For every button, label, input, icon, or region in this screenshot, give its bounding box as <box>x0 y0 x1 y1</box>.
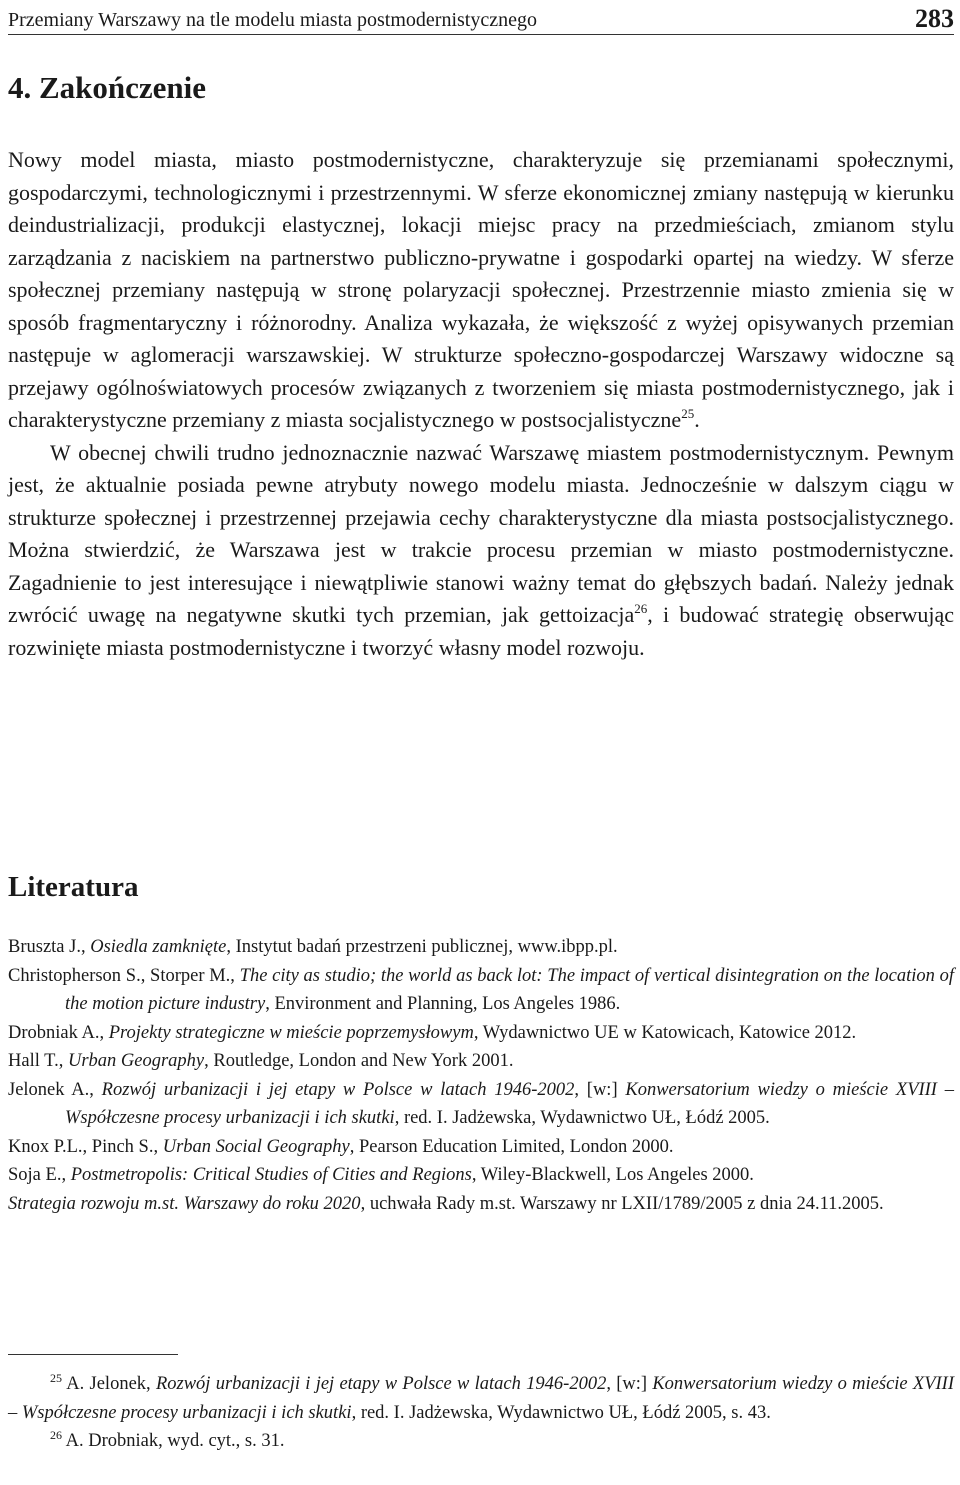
running-header <box>8 4 954 35</box>
footnote-25: $^{25}$ A. Jelonek, Rozwój urbanizacji i jej etapy w Polsce w latach 1946-2002, [w:] Konwersatorium wiedzy o mieście XVIII – Współczesne procesy urbanizacji i ich skutki, red. I. Jadżewska, Wydawnictwo UŁ, Łódź 2005, s. 43. <box>8 1371 954 1423</box>
paragraph-1-end: . <box>694 407 700 432</box>
footnote-divider <box>8 1354 178 1355</box>
section-body <box>8 144 954 664</box>
paragraph-2-end: , i budować strategię obserwując rozwinięte miasta postmodernistyczne i tworzyć własny model rozwoju. <box>8 602 954 660</box>
reference-item: Knox P.L., Pinch S., Urban Social Geography, Pearson Education Limited, London 2000. <box>8 1136 674 1157</box>
footnote-26: $^{26}$ A. Drobniak, wyd. cyt., s. 31. <box>50 1428 285 1451</box>
reference-item: Hall T., Urban Geography, Routledge, London and New York 2001. <box>8 1051 514 1071</box>
reference-item: Drobniak A., Projekty strategiczne w mieście poprzemysłowym, Wydawnictwo UE w Katowicach, Katowice 2012. <box>8 1022 857 1043</box>
reference-item: Jelonek A., Rozwój urbanizacji i jej etapy w Polsce w latach 1946-2002, [w:] Konwersatorium wiedzy o mieście XVIII – Współczesne procesy urbanizacji i ich skutki, red. I. Jadżewska, Wydawnictwo UŁ, Łódź 2005. <box>8 1079 954 1128</box>
footnote-ref-26[interactable]: 26 <box>634 601 648 616</box>
footnote-number: 26 <box>50 1428 62 1442</box>
paragraph-1-text: Nowy model miasta, miasto postmodernistyczne, charakteryzuje się przemianami społecznymi, gospodarczymi, technologicznymi i przestrzennymi. W sferze ekonomicznej zmiany następują w kierunku deindustrializacji, produkcji elastycznej, lokacji miejsc pracy na przedmieściach, zmianom stylu zarządzania z naciskiem na partnerstwo publiczno-prywatne i gospodarki opartej na wiedzy. W sferze społecznej przemiany następują w stronę polaryzacji społecznej. Przestrzennie miasto zmienia się w sposób fragmentaryczny i różnorodny. Analiza wykazała, że większość z wyżej opisywanych przemian następuje w aglomeracji warszawskiej. W strukturze społeczno-gospodarczej Warszawy widoczne są przejawy ogólnoświatowych procesów związanych z tworzeniem się miasta postmodernistycznego, jak i charakterystyczne przemiany z miasta socjalistycznego w postsocjalistyczne <box>8 147 954 432</box>
document-page <box>8 0 954 1485</box>
reference-item: Bruszta J., Osiedla zamknięte, Instytut badań przestrzeni publicznej, www.ibpp.pl. <box>8 937 618 957</box>
literature-title: Literatura <box>8 871 139 903</box>
reference-item: Soja E., Postmetropolis: Critical Studies of Cities and Regions, Wiley-Blackwell, Los Angeles 2000. <box>8 1165 754 1185</box>
paragraph-2-text: W obecnej chwili trudno jednoznacznie nazwać Warszawę miastem postmodernistycznym. Pewnym jest, że aktualnie posiada pewne atrybuty nowego modelu miasta. Jednocześnie w dalszym ciągu w strukturze społecznej i przestrzennej przejawia cechy charakterystyczne dla miasta postsocjalistycznego. Można stwierdzić, że Warszawa jest w trakcie procesu przemian w miasto postmodernistyczne. Zagadnienie to jest interesujące i niewątpliwie stanowi ważny temat do głębszych badań. Należy jednak zwrócić uwagę na negatywne skutki tych przemian, jak gettoizacja <box>8 439 954 627</box>
footnotes <box>8 1370 954 1456</box>
page-number: 283 <box>915 4 954 33</box>
reference-list <box>8 933 954 1218</box>
section-title: 4. Zakończenie <box>8 70 207 105</box>
footnote-ref-25[interactable]: 25 <box>681 406 695 421</box>
footnote-number: 25 <box>50 1371 62 1385</box>
paragraph-2 <box>8 437 954 665</box>
reference-item: Christopherson S., Storper M., The city as studio; the world as back lot: The impact of vertical disintegration on the location of the motion picture industry, Environment and Planning, Los Angeles 1986. <box>8 965 955 1014</box>
reference-item: Strategia rozwoju m.st. Warszawy do roku 2020, uchwała Rady m.st. Warszawy nr LXII/1789/2005 z dnia 24.11.2005. <box>8 1193 884 1214</box>
paragraph-1 <box>8 144 954 437</box>
running-title: Przemiany Warszawy na tle modelu miasta postmodernistycznego <box>8 9 537 31</box>
